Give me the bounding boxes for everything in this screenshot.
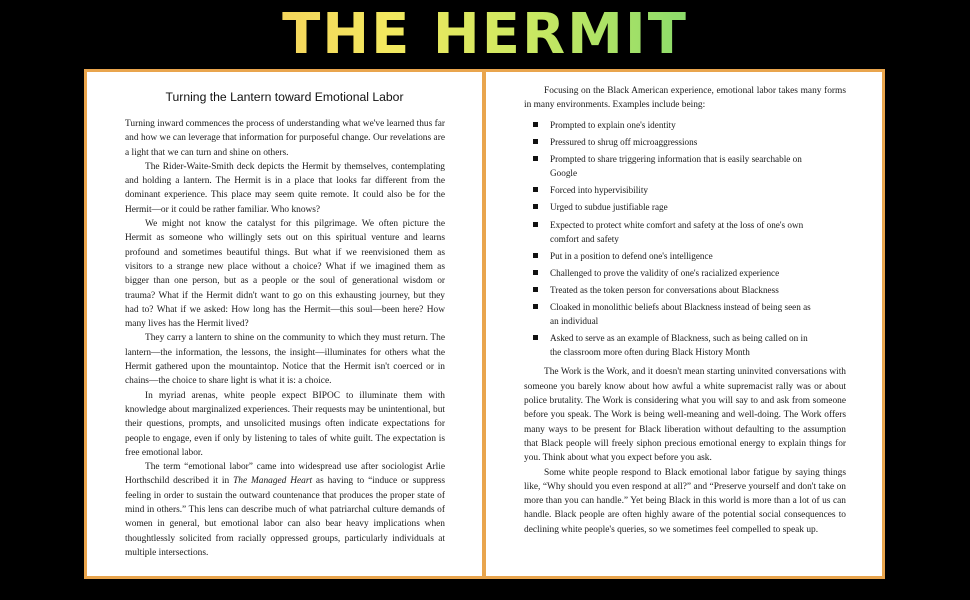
list-item-text: Put in a position to defend one's intelligence xyxy=(550,250,713,261)
book-title: THE HERMIT xyxy=(0,4,970,66)
list-item xyxy=(524,152,846,180)
list-item xyxy=(524,266,846,280)
paragraph-text: The term “emotional labor” came into widespread use after sociologist Arlie Horthschild described it in xyxy=(125,462,445,487)
bullet-square-icon xyxy=(533,187,538,192)
paragraph: Turning inward commences the process of understanding what we've learned thus far and how we can leverage that information for purposeful change. Our revelations are a light that we can turn and shine on others. xyxy=(125,119,445,158)
paragraph: In myriad arenas, white people expect BIPOC to illuminate them with knowledge about marginalized experiences. Their requests may be unintentional, but their questions, prompts, and unsolicited musings often indicate expectations for people to engage, even if only by listening to tales of white guilt. The expectation is free emotional labor. xyxy=(125,390,445,458)
intro-paragraph: Focusing on the Black American experience, emotional labor takes many forms in many environments. Examples include being: xyxy=(524,86,846,111)
bullet-square-icon xyxy=(533,222,538,227)
paragraph: Some white people respond to Black emotional labor fatigue by saying things like, “Why should you even respond at all?” and “Preserve yourself and don't take on more than you can handle.” Yet being Black in this world is more than a lot of us can handle. Black people are often highly aware of the potential social consequences to declining white people's queries, so we sometimes feel compelled to speak up. xyxy=(524,467,846,535)
list-item-text: Prompted to explain one's identity xyxy=(550,119,676,130)
list-item-text: Forced into hypervisibility xyxy=(550,185,648,196)
paragraph-text: as having to “induce or suppress feeling in order to sustain the outward countenance that produces the proper state of mind in others.” This lens can describe much of what patriarchal culture demands of women in general, but emotional labor can also bear heavy implications when thoughtlessly solicited from racially oppressed groups, particularly individuals at multiple intersections. xyxy=(125,476,446,558)
list-item-text: Challenged to prove the validity of one's racialized experience xyxy=(550,267,780,278)
list-item-text: Prompted to share triggering information that is easily searchable on Google xyxy=(550,153,802,178)
list-item xyxy=(524,249,846,263)
examples-list xyxy=(524,118,846,360)
book-title-reference: The Managed Heart xyxy=(233,476,313,487)
list-item-text: Treated as the token person for conversations about Blackness xyxy=(550,285,779,296)
bullet-square-icon xyxy=(533,139,538,144)
bullet-square-icon xyxy=(533,122,538,127)
left-page xyxy=(87,72,482,576)
left-page-body xyxy=(125,117,445,560)
list-item xyxy=(524,300,846,328)
paragraph: The Work is the Work, and it doesn't mean starting uninvited conversations with someone you barely know about how awful a white supremacist rally was or about police brutality. The Work is considering what you will say to and ask from someone before you speak. The Work is being well-meaning and well-doing. The Work offers many ways to be present for Black liberation without defaulting to the assumption that Black people will freely siphon precious emotional energy to explain things for you. Think about what you expect before you ask. xyxy=(524,367,846,464)
section-heading: Turning the Lantern toward Emotional Labor xyxy=(165,90,404,104)
list-item-text: Cloaked in monolithic beliefs about Blackness instead of being seen as an individual xyxy=(550,302,811,327)
list-item-text: Urged to subdue justifiable rage xyxy=(550,202,668,213)
list-item xyxy=(524,135,846,149)
bullet-square-icon xyxy=(533,304,538,309)
bullet-square-icon xyxy=(533,287,538,292)
paragraph: We might not know the catalyst for this pilgrimage. We often picture the Hermit as someone who willingly sets out on this spiritual venture and learns profound and sometimes beautiful things. But what if we reenvisioned them as visitors to a strange new place without a choice? What if we imagined them as bigger than one person, but as a people or the soul of generational wisdom or trauma? What if the Hermit didn't want to go on this exhausting journey, but they had to? What if we asked: How long has the Hermit—this soul—been here? How many lives has the Hermit lived? xyxy=(125,219,445,330)
book-spread xyxy=(84,69,885,579)
list-item-text: Expected to protect white comfort and safety at the loss of one's own comfort and safety xyxy=(550,219,804,244)
bullet-square-icon xyxy=(533,253,538,258)
list-item xyxy=(524,118,846,132)
paragraph: They carry a lantern to shine on the community to which they must return. The lantern—the information, the lessons, the insight—illuminates for others what the Hermit gathered upon the mountaintop. Notice that the Hermit isn't coerced or in chains—the choice to share light is what it is: a choice. xyxy=(125,333,445,387)
bullet-square-icon xyxy=(533,156,538,161)
bullet-square-icon xyxy=(533,270,538,275)
bullet-square-icon xyxy=(533,204,538,209)
list-item xyxy=(524,283,846,297)
list-item-text: Asked to serve as an example of Blackness, such as being called on in the classroom more often during Black History Month xyxy=(550,333,808,358)
bullet-square-icon xyxy=(533,335,538,340)
list-item xyxy=(524,331,846,359)
right-page-body xyxy=(524,84,846,537)
list-item xyxy=(524,218,846,246)
paragraph: The Rider-Waite-Smith deck depicts the Hermit by themselves, contemplating and holding a lantern. The Hermit is in a place that looks far different from the dominant experience. This place may seem quite remote. It could also be for the Hermit—or it could be rather familiar. Who knows? xyxy=(125,161,445,215)
list-item xyxy=(524,200,846,214)
right-page xyxy=(486,72,882,576)
paragraph-emotional-labor-definition xyxy=(125,460,445,560)
list-item-text: Pressured to shrug off microaggressions xyxy=(550,136,698,147)
list-item xyxy=(524,183,846,197)
